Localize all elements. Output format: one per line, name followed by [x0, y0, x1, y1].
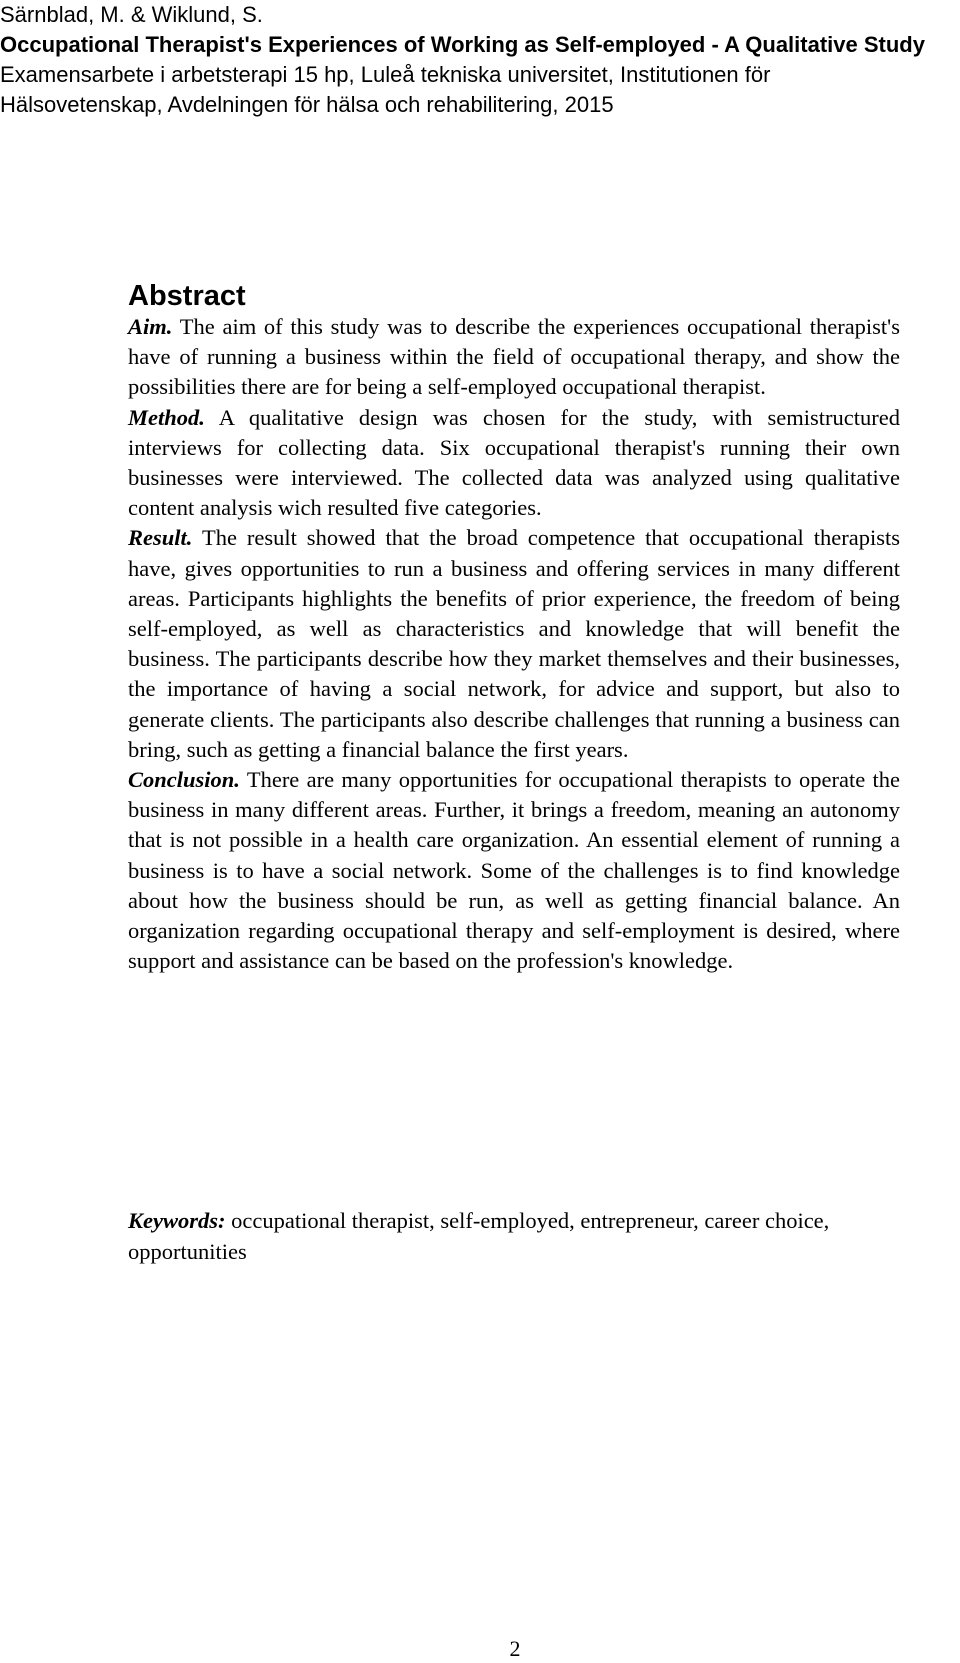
result-text: The result showed that the broad competence that occupational therapists have, gives opportunities to run a business and offering services in many different areas. Participants highlights the benefits of prior experience, the freedom of being self-employed, as well as characteristics and knowledge that will benefit the business. The participants describe how they market themselves and their businesses, the importance of having a social network, for advice and support, but also to generate clients. The participants also describe challenges that running a business can bring, such as getting a financial balance the first years.	[128, 525, 900, 762]
method-text: A qualitative design was chosen for the study, with semistructured interviews for collecting data. Six occupational therapist's running their own businesses were interviewed. The collected data was analyzed using qualitative content analysis wich resulted five categories.	[128, 404, 900, 521]
document-header	[0, 0, 940, 120]
result-paragraph	[128, 523, 900, 765]
aim-label: Aim.	[128, 314, 173, 339]
keywords-text: occupational therapist, self-employed, entrepreneur, career choice, opportunities	[128, 1208, 830, 1264]
institution-line-2: Hälsovetenskap, Avdelningen för hälsa och rehabilitering, 2015	[0, 92, 614, 117]
aim-text: The aim of this study was to describe the experiences occupational therapist's have of running a business within the field of occupational therapy, and show the possibilities there are for being a self-employed occupational therapist.	[128, 314, 900, 400]
conclusion-text: There are many opportunities for occupational therapists to operate the business in many different areas. Further, it brings a freedom, meaning an autonomy that is not possible in a health care organization. An essential element of running a business is to have a social network. Some of the challenges is to find knowledge about how the business should be run, as well as getting financial balance. An organization regarding occupational therapy and self-employment is desired, where support and assistance can be based on the profession's knowledge.	[128, 767, 900, 974]
conclusion-paragraph	[128, 765, 900, 976]
keywords-label: Keywords:	[128, 1208, 226, 1233]
authors: Särnblad, M. & Wiklund, S.	[0, 2, 263, 27]
result-label: Result.	[128, 525, 193, 551]
method-paragraph	[128, 403, 900, 524]
keywords-paragraph	[128, 1206, 900, 1267]
conclusion-label: Conclusion.	[128, 767, 240, 793]
thesis-title: Occupational Therapist's Experiences of Working as Self-employed - A Qualitative Study	[0, 32, 925, 57]
method-label: Method.	[128, 404, 205, 430]
abstract-section	[128, 280, 900, 976]
institution-line-1: Examensarbete i arbetsterapi 15 hp, Luleå tekniska universitet, Institutionen för	[0, 62, 771, 87]
page-number: 2	[509, 1636, 521, 1661]
aim-paragraph	[128, 312, 900, 403]
abstract-heading: Abstract	[128, 280, 246, 312]
